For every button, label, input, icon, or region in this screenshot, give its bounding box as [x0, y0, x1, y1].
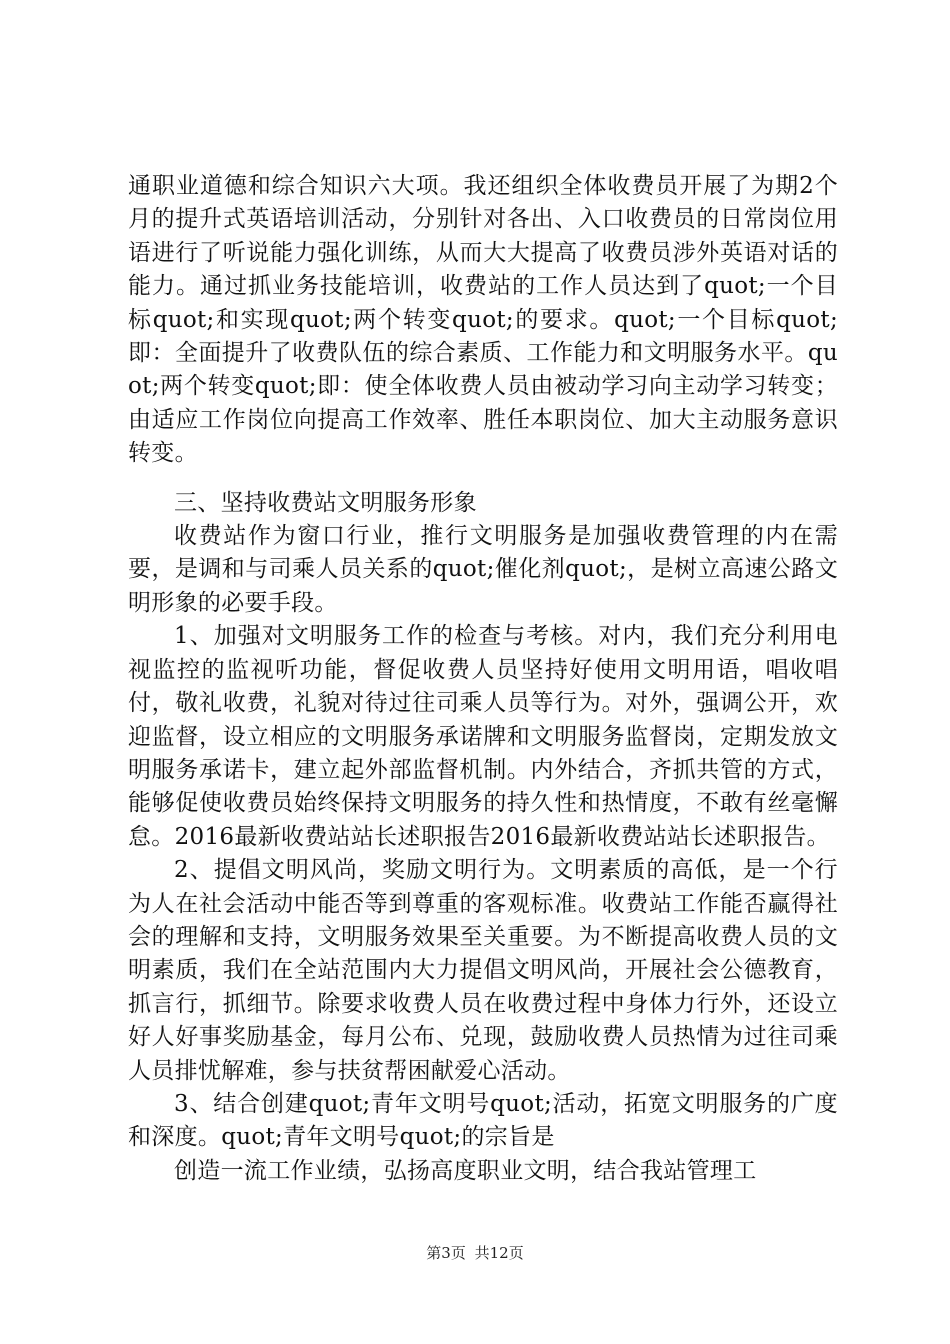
page-footer [0, 1243, 950, 1263]
page-total: 共12页 [474, 1244, 524, 1262]
paragraph-youth-civilization: 3、结合创建quot;青年文明号quot;活动，拓宽文明服务的广度和深度。quot;青年文明号quot;的宗旨是 [128, 1090, 838, 1151]
section-heading-civilized-service: 三、坚持收费站文明服务形象 [174, 489, 477, 516]
paragraph-window-industry: 收费站作为窗口行业，推行文明服务是加强收费管理的内在需要，是调和与司乘人员关系的quot;催化剂quot;，是树立高速公路文明形象的必要手段。 [128, 523, 838, 616]
paragraph-civilized-customs: 2、提倡文明风尚，奖励文明行为。文明素质的高低，是一个行为人在社会活动中能否等到尊重的客观标准。收费站工作能否赢得社会的理解和支持，文明服务效果至关重要。为不断提高收费人员的文明素质，我们在全站范围内大力提倡文明风尚，开展社会公德教育，抓言行，抓细节。除要求收费人员在收费过程中身体力行外，还设立好人好事奖励基金，每月公布、兑现，鼓励收费人员热情为过往司乘人员排忧解难，参与扶贫帮困献爱心活动。 [128, 857, 838, 1084]
page-number: 第3页 [426, 1244, 466, 1262]
paragraph-training-summary: 通职业道德和综合知识六大项。我还组织全体收费员开展了为期2个月的提升式英语培训活动，分别针对各出、入口收费员的日常岗位用语进行了听说能力强化训练，从而大大提高了收费员涉外英语对话的能力。通过抓业务技能培训，收费站的工作人员达到了quot;一个目标quot;和实现quot;两个转变quot;的要求。quot;一个目标quot;即：全面提升了收费队伍的综合素质、工作能力和文明服务水平。quot;两个转变quot;即：使全体收费人员由被动学习向主动学习转变；由适应工作岗位向提高工作效率、胜任本职岗位、加大主动服务意识转变。 [128, 173, 838, 467]
document-body [128, 170, 838, 1188]
paragraph-inspection-assessment: 1、加强对文明服务工作的检查与考核。对内，我们充分利用电视监控的监视听功能，督促收费人员坚持好使用文明用语，唱收唱付，敬礼收费，礼貌对待过往司乘人员等行为。对外，强调公开，欢迎监督，设立相应的文明服务承诺牌和文明服务监督岗，定期发放文明服务承诺卡，建立起外部监督机制。内外结合，齐抓共管的方式，能够促使收费员始终保持文明服务的持久性和热情度，不敢有丝毫懈怠。2016最新收费站站长述职报告2016最新收费站站长述职报告。 [128, 623, 838, 850]
paragraph-first-class-performance: 创造一流工作业绩，弘扬高度职业文明，结合我站管理工 [174, 1157, 757, 1184]
